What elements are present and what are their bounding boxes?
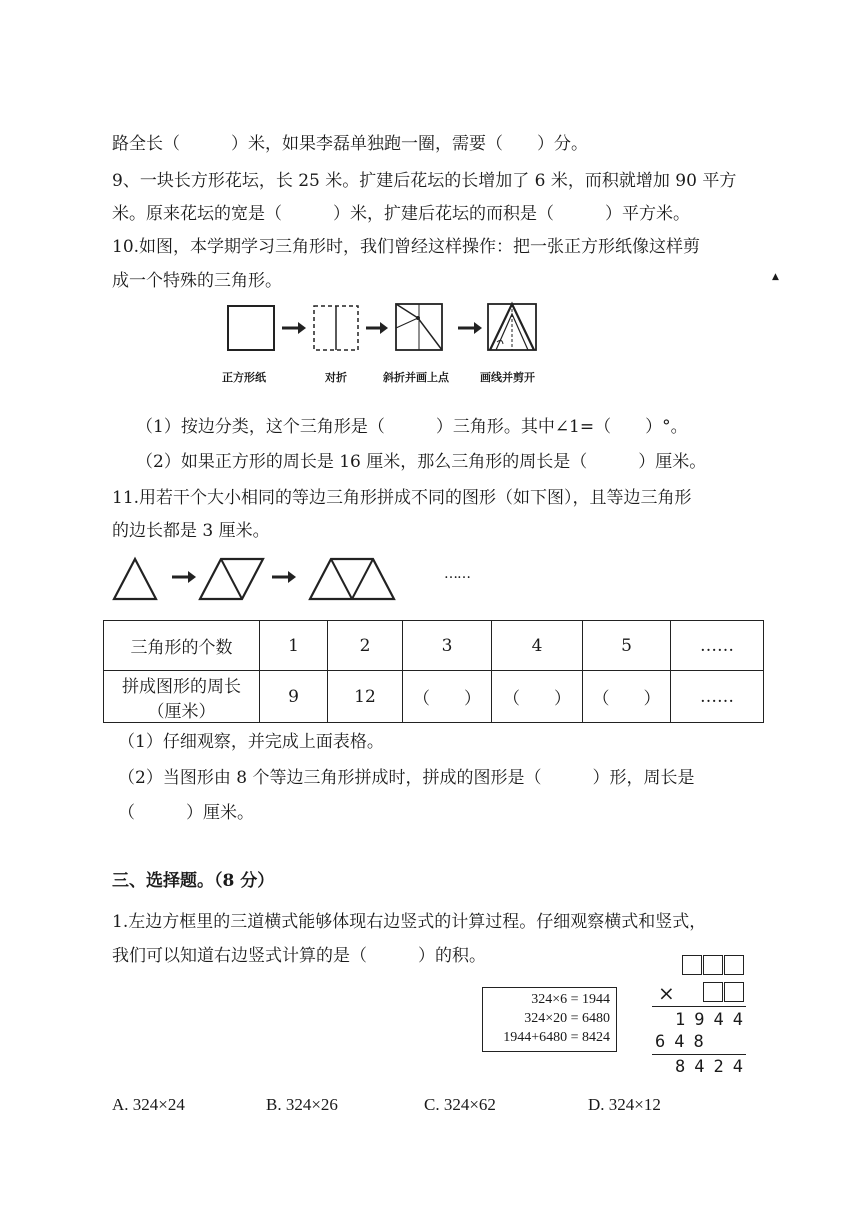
option-c[interactable]: C. 324×62 xyxy=(424,1095,496,1114)
digit-box[interactable] xyxy=(703,955,723,975)
calc-line: 1944+6480 = 8424 xyxy=(503,1030,610,1045)
fold-label-cut: 画线并剪开 xyxy=(480,371,535,384)
digit-box[interactable] xyxy=(724,955,744,975)
table-row xyxy=(104,671,764,723)
partial-product-1: 1944 xyxy=(675,1010,752,1030)
question-11-line1: 11.用若干个大小相同的等边三角形拼成不同的图形（如下图），且等边三角形 xyxy=(112,488,692,508)
square-paper xyxy=(228,306,274,350)
fold-label-oblique: 斜折并画上点 xyxy=(383,371,449,384)
question-10-line1: 10.如图，本学期学习三角形时，我们曾经这样操作：把一张正方形纸像这样剪 xyxy=(112,237,701,257)
arrow-icon xyxy=(458,322,482,334)
table-cell: 9 xyxy=(260,671,328,723)
choice-q1-line2: 我们可以知道右边竖式计算的是（ ）的积。 xyxy=(112,946,486,966)
divider-line xyxy=(652,1006,746,1007)
table-cell: 12 xyxy=(328,671,403,723)
table-row-header: 三角形的个数 xyxy=(104,621,260,671)
table-cell: …… xyxy=(671,671,764,723)
text-line-q8-tail: 路全长（ ）米，如果李磊单独跑一圈，需要（ ）分。 xyxy=(112,134,588,154)
single-triangle xyxy=(114,559,156,599)
question-11-part2: （2）当图形由 8 个等边三角形拼成时，拼成的图形是（ ）形，周长是 xyxy=(118,768,695,788)
triangle-perimeter-table xyxy=(103,620,764,723)
option-d[interactable]: D. 324×12 xyxy=(588,1095,661,1114)
table-cell: 3 xyxy=(403,621,492,671)
answer-blank[interactable]: （ ） xyxy=(403,671,492,723)
partial-product-2: 648 xyxy=(655,1032,713,1052)
three-triangles xyxy=(310,559,394,599)
table-row-header xyxy=(104,671,260,723)
arrow-icon xyxy=(172,571,196,583)
arrow-icon xyxy=(282,322,306,334)
question-10-part1: （1）按边分类，这个三角形是（ ）三角形。其中∠1=（ ）°。 xyxy=(136,417,688,437)
paper-folding-diagram xyxy=(220,298,560,358)
row-header-line: 拼成图形的周长 xyxy=(122,676,241,697)
digit-box[interactable] xyxy=(682,955,702,975)
question-11-part2-tail: （ ）厘米。 xyxy=(118,803,254,823)
answer-blank[interactable]: （ ） xyxy=(583,671,671,723)
table-cell: 4 xyxy=(492,621,583,671)
question-11-line2: 的边长都是 3 厘米。 xyxy=(112,521,270,541)
fold-label-half: 对折 xyxy=(325,371,347,384)
calc-line: 324×20 = 6480 xyxy=(524,1011,610,1026)
table-cell: 1 xyxy=(260,621,328,671)
question-10-part2: （2）如果正方形的周长是 16 厘米，那么三角形的周长是（ ）厘米。 xyxy=(136,452,707,472)
question-9-line2: 米。原来花坛的宽是（ ）米，扩建后花坛的而积是（ ）平方米。 xyxy=(112,204,690,224)
marked-point xyxy=(416,316,420,320)
fold-label-square: 正方形纸 xyxy=(222,371,266,384)
times-sign: × xyxy=(658,981,675,1005)
ellipsis: …… xyxy=(444,566,470,582)
stray-mark-icon: ▲ xyxy=(772,272,779,282)
arrow-icon xyxy=(366,322,388,334)
horizontal-calc-box xyxy=(482,987,617,1052)
table-row xyxy=(104,621,764,671)
choice-q1-line1: 1.左边方框里的三道横式能够体现右边竖式的计算过程。仔细观察横式和竖式， xyxy=(112,912,707,932)
question-11-part1: （1）仔细观察，并完成上面表格。 xyxy=(118,732,384,752)
section-title-choice: 三、选择题。（8 分） xyxy=(112,871,275,891)
calc-line: 324×6 = 1944 xyxy=(531,992,610,1007)
arrow-icon xyxy=(272,571,296,583)
option-a[interactable]: A. 324×24 xyxy=(112,1095,185,1114)
row-header-unit: （厘米） xyxy=(147,701,216,722)
answer-blank[interactable]: （ ） xyxy=(492,671,583,723)
final-product: 8424 xyxy=(675,1057,752,1077)
triangle-sequence-diagram xyxy=(108,553,408,603)
option-b[interactable]: B. 324×26 xyxy=(266,1095,338,1114)
question-9-line1: 9、一块长方形花坛，长 25 米。扩建后花坛的长增加了 6 米，而积就增加 90 平方 xyxy=(112,171,737,191)
table-cell: …… xyxy=(671,621,764,671)
divider-line xyxy=(652,1054,746,1055)
question-10-line2: 成一个特殊的三角形。 xyxy=(112,271,282,291)
digit-box[interactable] xyxy=(724,982,744,1002)
table-cell: 2 xyxy=(328,621,403,671)
digit-box[interactable] xyxy=(703,982,723,1002)
table-cell: 5 xyxy=(583,621,671,671)
